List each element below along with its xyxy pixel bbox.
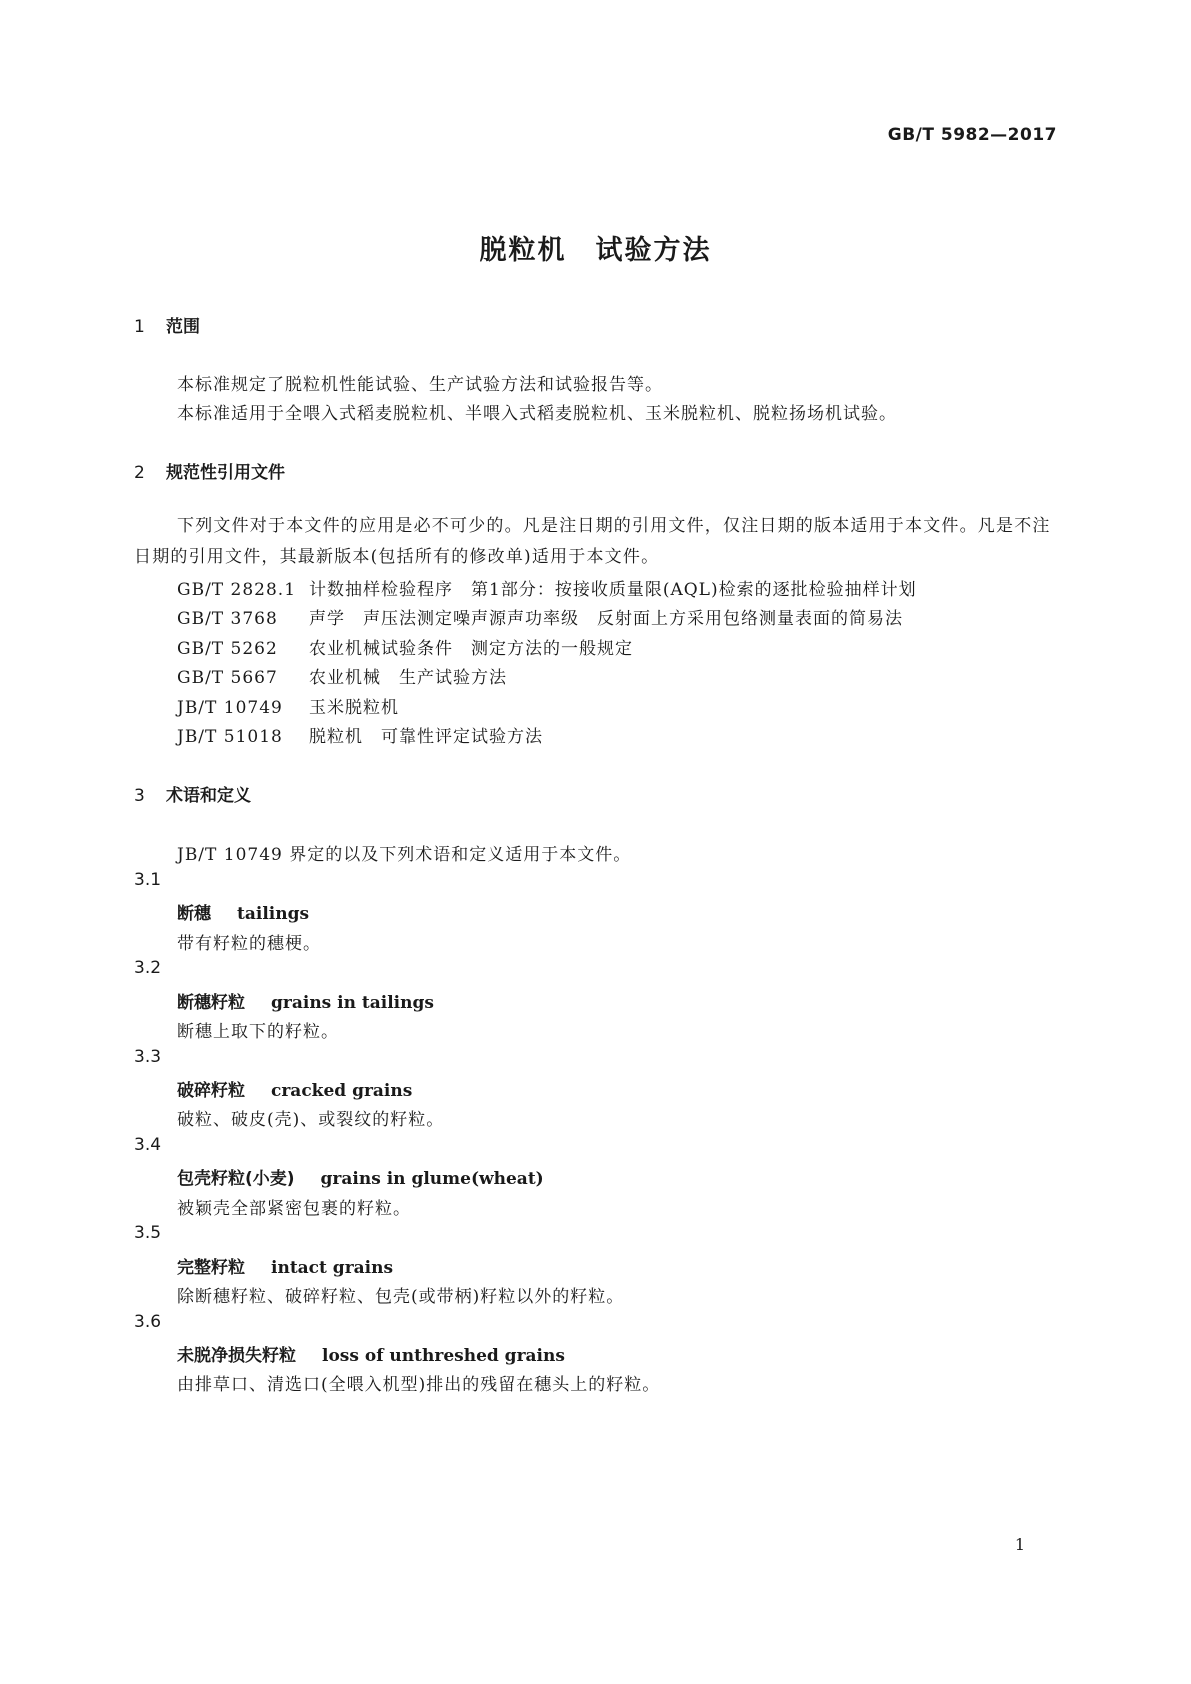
reference-code: GB/T 5262	[177, 639, 278, 659]
term-heading	[177, 1341, 565, 1366]
standard-code: GB/T 5982—2017	[887, 125, 1057, 145]
section-heading-2	[134, 458, 285, 483]
term-en: cracked grains	[271, 1081, 413, 1101]
page-number: 1	[1014, 1535, 1025, 1554]
term-definition: 除断穗籽粒、破碎籽粒、包壳(或带柄)籽粒以外的籽粒。	[177, 1287, 625, 1307]
term-number: 3.4	[134, 1135, 162, 1155]
term-definition: 带有籽粒的穗梗。	[177, 934, 321, 954]
reference-item	[177, 722, 543, 747]
paragraph: 本标准适用于全喂入式稻麦脱粒机、半喂入式稻麦脱粒机、玉米脱粒机、脱粒扬场机试验。	[177, 404, 897, 424]
reference-title: 农业机械 生产试验方法	[309, 668, 507, 688]
term-en: grains in glume(wheat)	[320, 1169, 544, 1189]
reference-title: 计数抽样检验程序 第1部分：按接收质量限(AQL)检索的逐批检验抽样计划	[309, 580, 917, 600]
term-number: 3.5	[134, 1223, 162, 1243]
reference-code: GB/T 5667	[177, 668, 278, 688]
term-en: grains in tailings	[271, 993, 434, 1013]
term-definition: 被颖壳全部紧密包裹的籽粒。	[177, 1199, 411, 1219]
term-number: 3.3	[134, 1047, 162, 1067]
reference-title: 农业机械试验条件 测定方法的一般规定	[309, 639, 633, 659]
reference-item	[177, 693, 399, 718]
term-en: intact grains	[271, 1258, 394, 1278]
term-heading	[177, 899, 309, 924]
term-zh: 包壳籽粒(小麦)	[177, 1169, 295, 1189]
reference-code: GB/T 2828.1	[177, 580, 297, 600]
reference-title: 脱粒机 可靠性评定试验方法	[309, 727, 543, 747]
paragraph: JB/T 10749 界定的以及下列术语和定义适用于本文件。	[177, 845, 632, 865]
section-number: 3	[134, 786, 145, 806]
term-definition: 由排草口、清选口(全喂入机型)排出的残留在穗头上的籽粒。	[177, 1375, 661, 1395]
term-heading	[177, 1164, 544, 1189]
term-zh: 断穗籽粒	[177, 993, 245, 1013]
term-zh: 未脱净损失籽粒	[177, 1346, 296, 1366]
term-heading	[177, 1076, 412, 1101]
section-title: 规范性引用文件	[166, 463, 285, 483]
reference-code: JB/T 51018	[177, 727, 283, 747]
term-heading	[177, 988, 434, 1013]
section-title: 范围	[166, 317, 200, 337]
term-en: tailings	[237, 904, 310, 924]
paragraph: 本标准规定了脱粒机性能试验、生产试验方法和试验报告等。	[177, 375, 663, 395]
term-definition: 破粒、破皮(壳)、或裂纹的籽粒。	[177, 1110, 445, 1130]
term-number: 3.2	[134, 958, 162, 978]
reference-code: JB/T 10749	[177, 698, 283, 718]
term-definition: 断穗上取下的籽粒。	[177, 1022, 339, 1042]
section-number: 2	[134, 463, 145, 483]
document-title: 脱粒机 试验方法	[479, 235, 712, 266]
section-number: 1	[134, 317, 145, 337]
section-heading-3	[134, 781, 251, 806]
term-zh: 完整籽粒	[177, 1258, 245, 1278]
section-heading-1	[134, 312, 200, 337]
term-en: loss of unthreshed grains	[322, 1346, 565, 1366]
term-zh: 断穗	[177, 904, 211, 924]
reference-item	[177, 663, 507, 688]
reference-code: GB/T 3768	[177, 609, 278, 629]
term-heading	[177, 1253, 393, 1278]
reference-item	[177, 634, 633, 659]
reference-title: 声学 声压法测定噪声源声功率级 反射面上方采用包络测量表面的简易法	[309, 609, 903, 629]
reference-title: 玉米脱粒机	[309, 698, 399, 718]
reference-item	[177, 575, 917, 600]
term-number: 3.6	[134, 1312, 162, 1332]
term-number: 3.1	[134, 870, 162, 890]
reference-item	[177, 604, 903, 629]
section-title: 术语和定义	[166, 786, 251, 806]
paragraph: 下列文件对于本文件的应用是必不可少的。凡是注日期的引用文件，仅注日期的版本适用于本文件。凡是不注日期的引用文件，其最新版本(包括所有的修改单)适用于本文件。	[134, 516, 1051, 567]
term-zh: 破碎籽粒	[177, 1081, 245, 1101]
